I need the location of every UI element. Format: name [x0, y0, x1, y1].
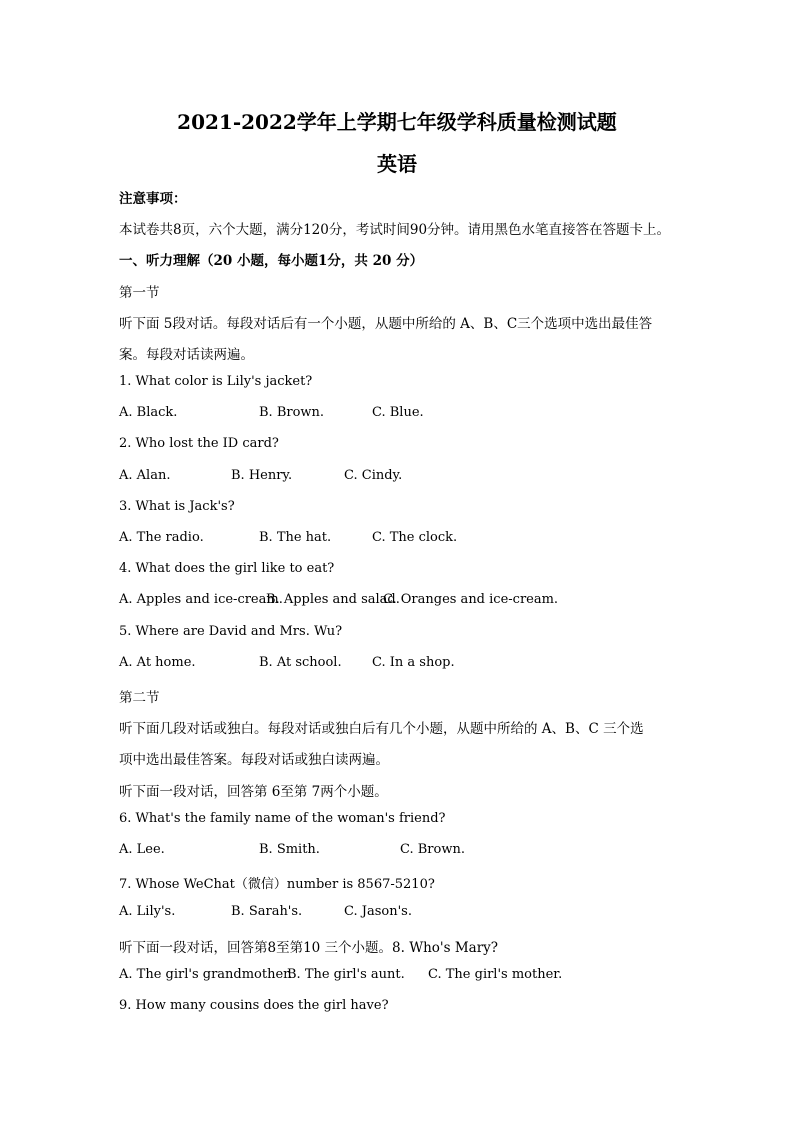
dialog2-prompt: 听下面一段对话，回答第8至第10 三个小题。8. Who's Mary?: [119, 940, 499, 956]
question-4-option-a: A. Apples and ice-cream.: [119, 592, 283, 607]
question-5-option-c: C. In a shop.: [372, 655, 455, 670]
question-6-option-b: B. Smith.: [259, 842, 320, 857]
question-2-option-b: B. Henry.: [231, 468, 293, 483]
question-3-option-c: C. The clock.: [372, 530, 458, 545]
question-6-option-c: C. Brown.: [400, 842, 465, 857]
question-5-option-a: A. At home.: [119, 655, 196, 670]
question-3-stem: 3. What is Jack's?: [119, 499, 235, 514]
question-5-option-b: B. At school.: [259, 655, 342, 670]
question-4-option-b: B. Apples and salad.: [266, 592, 400, 607]
question-7-option-b: B. Sarah's.: [231, 904, 303, 919]
question-2-option-a: A. Alan.: [119, 468, 171, 483]
dialog1-prompt: 听下面一段对话，回答第 6至第 7两个小题。: [119, 784, 388, 800]
question-5-stem: 5. Where are David and Mrs. Wu?: [119, 624, 343, 639]
exam-title: 2021-2022学年上学期七年级学科质量检测试题: [177, 110, 617, 134]
question-8-option-a: A. The girl's grandmother.: [119, 967, 293, 982]
notice-heading: 注意事项：: [119, 191, 187, 207]
question-4-option-c: C. Oranges and ice-cream.: [383, 592, 559, 607]
question-1-stem: 1. What color is Lily's jacket?: [119, 374, 313, 389]
question-7-option-c: C. Jason's.: [344, 904, 412, 919]
question-4-stem: 4. What does the girl like to eat?: [119, 561, 335, 576]
notice-text: 本试卷共8页，六个大题，满分120分，考试时间90分钟。请用黑色水笔直接答在答题卡上。: [119, 222, 671, 238]
question-8-option-b: B. The girl's aunt.: [287, 967, 405, 982]
section2-title: 第二节: [119, 690, 160, 706]
section2-instruction-line1: 听下面几段对话或独白。每段对话或独白后有几个小题，从题中所给的 A、B、C 三个选: [119, 721, 644, 737]
question-1-option-b: B. Brown.: [259, 405, 325, 420]
question-9-stem: 9. How many cousins does the girl have?: [119, 998, 389, 1013]
question-7-option-a: A. Lily's.: [119, 904, 176, 919]
question-6-option-a: A. Lee.: [119, 842, 165, 857]
section1-instruction-line1: 听下面 5段对话。每段对话后有一个小题，从题中所给的 A、B、C三个选项中选出最佳答: [119, 316, 653, 332]
question-8-option-c: C. The girl's mother.: [428, 967, 563, 982]
subject-title: 英语: [377, 152, 417, 176]
question-3-option-b: B. The hat.: [259, 530, 332, 545]
section2-instruction-line2: 项中选出最佳答案。每段对话或独白读两遍。: [119, 752, 389, 768]
question-1-option-c: C. Blue.: [372, 405, 424, 420]
question-6-stem: 6. What's the family name of the woman's friend?: [119, 811, 446, 826]
question-2-stem: 2. Who lost the ID card?: [119, 436, 279, 451]
question-3-option-a: A. The radio.: [119, 530, 204, 545]
section1-instruction-line2: 案。每段对话读两遍。: [119, 347, 254, 363]
section1-title: 第一节: [119, 285, 160, 301]
question-2-option-c: C. Cindy.: [344, 468, 403, 483]
part1-heading: 一、听力理解（20 小题，每小题1分，共 20 分）: [119, 253, 424, 269]
question-7-stem: 7. Whose WeChat（微信）number is 8567-5210?: [119, 877, 435, 892]
question-1-option-a: A. Black.: [119, 405, 178, 420]
